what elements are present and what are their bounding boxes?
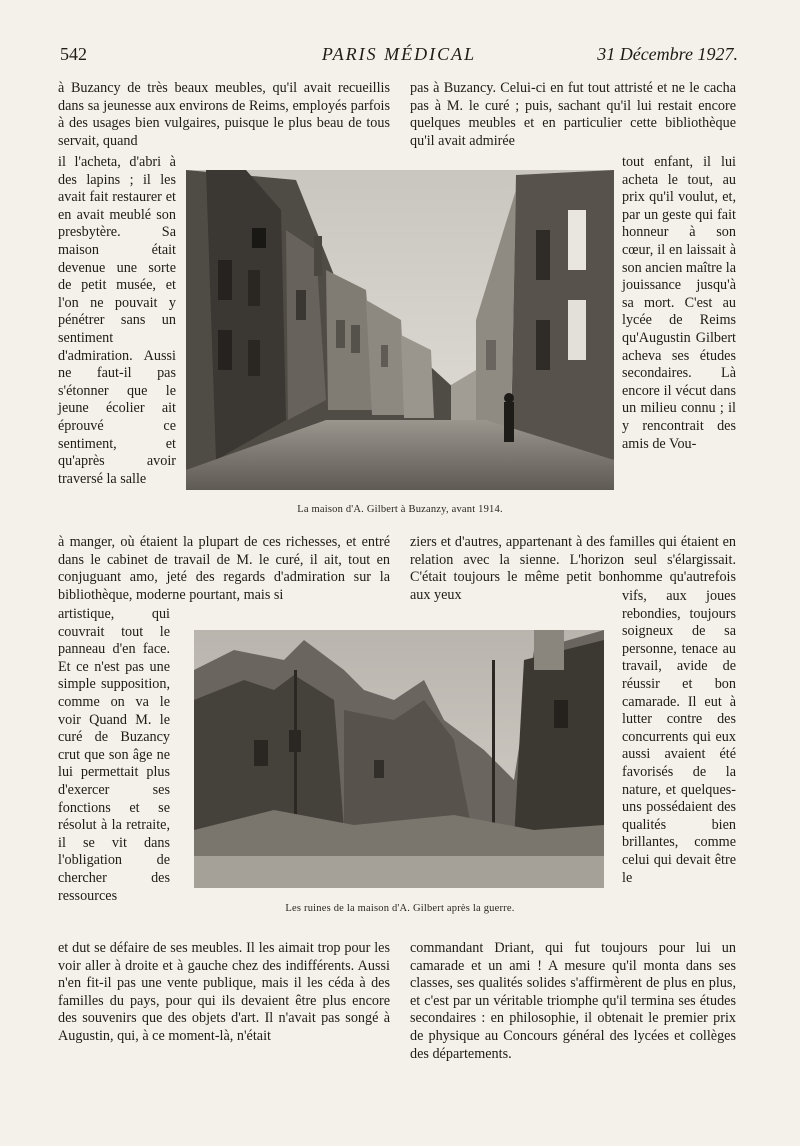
- running-header: [60, 44, 738, 72]
- left-column-bottom: [58, 940, 390, 1046]
- paragraph: ziers et d'autres, appartenant à des familles qui étaient en relation avec la sienne. L'horizon seul s'élargissait. C'était toujours le même petit bonhomme qu'autrefois aux yeux: [410, 534, 736, 603]
- figure-caption: La maison d'A. Gilbert à Buzanzy, avant 1914.: [297, 504, 503, 515]
- paragraph: tout enfant, il lui acheta le tout, au prix qu'il voulut, et, par un geste qui fait honneur à son cœur, il en laissait à son ancien maître la jouissance jusqu'à sa mort. C'est au lycée de Reims qu'Augustin Gilbert acheva ses études secondaires. Là encore il vécut dans un milieu connu ; il y rencontrait des amis de Vou-: [622, 154, 736, 452]
- right-column-bottom: [410, 940, 736, 1063]
- paragraph: artistique, qui couvrait tout le panneau d'en face. Et ce n'est pas une simple supposition, comme on va le voir Quand M. le curé de Buzancy crut que son âge ne lui permettait plus d'exercer ses fonctions et se résolut à la retraite, il se vit dans l'obligation de chercher des ressources: [58, 606, 170, 904]
- paragraph: pas à Buzancy. Celui-ci en fut tout attristé et ne le cacha pas à M. le curé ; puis, sachant qu'il lui restait encore quelques meubles et en particulier cette bibliothèque qu'il avait admirée: [410, 80, 736, 149]
- page-number: 542: [60, 44, 87, 64]
- left-column-top: [58, 80, 390, 150]
- paragraph: vifs, aux joues rebondies, toujours soigneux de sa personne, tenace au travail, avide de réussir et bon camarade. Il eut à lutter contre des concurrents qui eux aussi avaient été favorisés de la nature, et quelques-uns possédaient des qualités bien brillantes, comme celui qui devait être le: [622, 588, 736, 886]
- journal-title: PARIS MÉDICAL: [321, 44, 477, 64]
- issue-date: 31 Décembre 1927.: [597, 44, 738, 64]
- paragraph: il l'acheta, d'abri à des lapins ; il les avait fait restaurer et en avait meublé son presbytère. Sa maison était devenue une sorte de petit musée, et l'on ne pouvait y pénétrer sans un sentiment d'admiration. Aussi ne faut-il pas s'étonner que le jeune écolier ait éprouvé ce sentiment, et qu'après avoir traversé la salle: [58, 154, 176, 487]
- left-column-wrap-1: [58, 154, 176, 488]
- left-column-wrap-2: [58, 606, 170, 905]
- paragraph: et dut se défaire de ses meubles. Il les aimait trop pour les voir aller à droite et à gauche chez des indifférents. Aussi n'en fit-il pas une vente publique, mais il les céda à des familles du pays, pour qui ils devaient être plus encore des souvenirs que des objets d'art. Il n'avait pas songé à Augustin, qui, à ce moment-là, n'était: [58, 940, 390, 1044]
- right-column-top: [410, 80, 736, 150]
- right-column-wrap-1: [622, 154, 736, 453]
- left-column-mid: [58, 534, 390, 604]
- paragraph: à Buzancy de très beaux meubles, qu'il avait recueillis dans sa jeunesse aux environs de Reims, employés parfois à des usages bien vulgaires, puisque le plus beau de tous servait, quand: [58, 80, 390, 149]
- right-column-wrap-2: [622, 588, 736, 887]
- paragraph: à manger, où étaient la plupart de ces richesses, et entré dans le cabinet de travail de M. le curé, il ait, tout en conjuguant amo, jeté des regards d'admiration sur la bibliothèque, moderne pourtant, mais si: [58, 534, 390, 603]
- figure-caption: Les ruines de la maison d'A. Gilbert après la guerre.: [285, 903, 515, 914]
- paragraph: commandant Driant, qui fut toujours pour lui un camarade et un ami ! A mesure qu'il monta dans ses classes, ses qualités solides s'affirmèrent de plus en plus, et c'est par un véritable triomphe qu'il termina ses études secondaires : en philosophie, il obtenait le premier prix de physique au Concours général des lycées et collèges des départements.: [410, 940, 736, 1062]
- ruins-photo-icon: [194, 630, 604, 888]
- street-photo-icon: [186, 170, 614, 490]
